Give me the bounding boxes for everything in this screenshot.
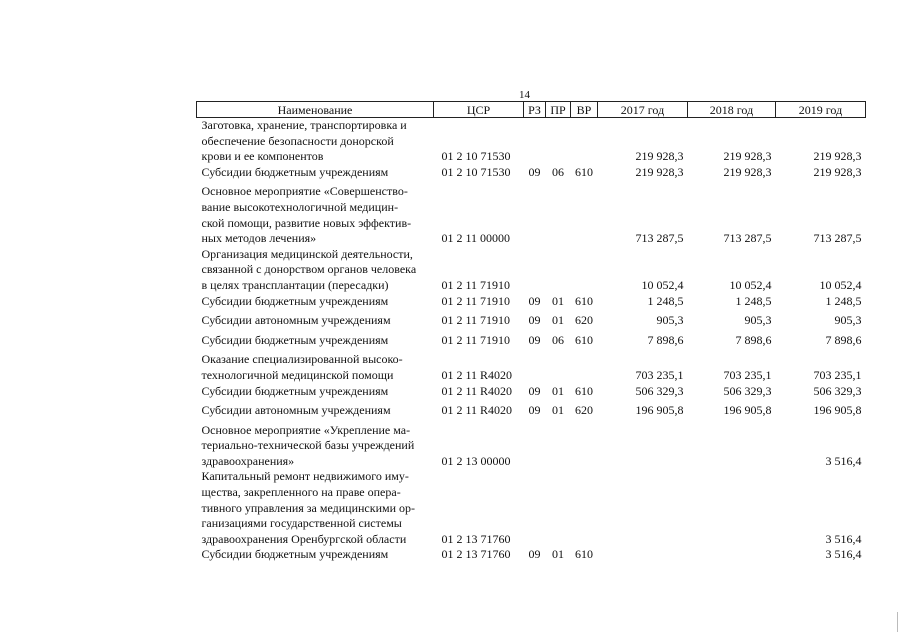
cell-rz: [524, 423, 546, 470]
cell-rz: [524, 184, 546, 246]
cell-vr: 610: [575, 547, 593, 562]
name-line: ской помощи, развитие новых эффектив-: [201, 215, 412, 230]
cell-2018: 7 898,6: [735, 332, 772, 347]
cell-vr: [571, 469, 598, 547]
cell-csr: 01 2 11 00000: [441, 231, 511, 246]
cell-pr: 06: [552, 332, 564, 347]
table-row: [197, 423, 866, 470]
cell-2019: 3 516,4: [825, 531, 862, 546]
cell-name: [197, 118, 434, 165]
cell-rz: [524, 118, 546, 165]
cell-2018: [688, 547, 776, 567]
name-line: вание высокотехнологичной медицин-: [201, 199, 399, 214]
cell-csr: 01 2 11 71910: [441, 332, 511, 347]
name-line: Субсидии бюджетным учреждениям: [201, 383, 389, 398]
cell-2019: 10 052,4: [819, 277, 862, 292]
cell-2019: 905,3: [834, 313, 862, 328]
name-line: здравоохранения»: [201, 453, 295, 468]
name-line: ных методов лечения»: [201, 231, 317, 246]
cell-csr: 01 2 13 71760: [441, 531, 511, 546]
cell-name: [197, 247, 434, 294]
cell-rz: 09: [528, 164, 541, 179]
cell-vr: [571, 247, 598, 294]
cell-vr: 610: [575, 293, 593, 308]
cell-pr: [546, 184, 571, 246]
cell-pr: 01: [552, 313, 564, 328]
cell-rz: [524, 247, 546, 294]
cell-csr: 01 2 11 R4020: [441, 383, 513, 398]
cell-2017: 219 928,3: [635, 164, 684, 179]
table-row: [197, 184, 866, 246]
cell-2019: 3 516,4: [825, 453, 862, 468]
cell-2018: 219 928,3: [723, 164, 772, 179]
table-row: [197, 403, 866, 423]
name-line: териально-технической базы учреждений: [201, 438, 415, 453]
cell-pr: [546, 352, 571, 383]
column-header-rz: РЗ: [524, 102, 546, 118]
cell-2017: 10 052,4: [641, 277, 684, 292]
cell-csr: 01 2 11 71910: [441, 293, 511, 308]
name-line: ганизациями государственной системы: [201, 516, 402, 531]
name-line: крови и ее компонентов: [201, 149, 324, 164]
cell-2019: 196 905,8: [813, 403, 862, 418]
column-header-vr: ВР: [571, 102, 598, 118]
table-row: [197, 247, 866, 294]
column-header-csr: ЦСР: [434, 102, 524, 118]
column-header-pr: ПР: [546, 102, 571, 118]
column-header-2017: 2017 год: [598, 102, 688, 118]
cell-vr: [571, 118, 598, 165]
cell-rz: 09: [528, 293, 541, 308]
cell-pr: [546, 423, 571, 470]
cell-2018: 506 329,3: [723, 383, 772, 398]
cell-2019: 703 235,1: [813, 367, 862, 382]
cell-csr: 01 2 13 71760: [441, 547, 511, 562]
cell-name: [197, 333, 434, 353]
cell-name: [197, 423, 434, 470]
cell-vr: 610: [575, 332, 593, 347]
cell-pr: [546, 247, 571, 294]
scan-edge-mark: [897, 612, 898, 632]
cell-rz: 09: [528, 383, 541, 398]
cell-2017: [598, 469, 688, 547]
cell-name: [197, 384, 434, 404]
cell-rz: 09: [528, 332, 541, 347]
cell-2018: [688, 469, 776, 547]
cell-csr: 01 2 11 71910: [441, 313, 511, 328]
cell-vr: [571, 184, 598, 246]
cell-csr: 01 2 13 00000: [441, 453, 511, 468]
cell-2017: [598, 423, 688, 470]
name-line: Субсидии бюджетным учреждениям: [201, 164, 389, 179]
table-row: [197, 294, 866, 314]
cell-vr: 610: [575, 164, 593, 179]
cell-name: [197, 547, 434, 567]
cell-name: [197, 294, 434, 314]
cell-vr: [571, 352, 598, 383]
table-row: [197, 313, 866, 333]
cell-rz: 09: [528, 403, 541, 418]
table-row: [197, 352, 866, 383]
cell-2018: 713 287,5: [723, 231, 772, 246]
name-line: в целях трансплантации (пересадки): [201, 277, 389, 292]
cell-rz: [524, 352, 546, 383]
cell-2017: 905,3: [656, 313, 684, 328]
cell-rz: 09: [528, 547, 541, 562]
name-line: щества, закрепленного на праве опера-: [201, 485, 401, 500]
column-header-2019: 2019 год: [776, 102, 866, 118]
table-header: [197, 102, 866, 118]
cell-name: [197, 352, 434, 383]
budget-table: [196, 101, 866, 567]
cell-csr: 01 2 10 71530: [441, 149, 511, 164]
cell-2017: 703 235,1: [635, 367, 684, 382]
cell-2018: 703 235,1: [723, 367, 772, 382]
cell-csr: 01 2 11 71910: [441, 277, 511, 292]
cell-pr: 01: [552, 383, 564, 398]
cell-csr: 01 2 11 R4020: [441, 367, 513, 382]
cell-2018: 905,3: [744, 313, 772, 328]
cell-name: [197, 469, 434, 547]
table-row: [197, 384, 866, 404]
cell-2018: 219 928,3: [723, 149, 772, 164]
column-header-2018: 2018 год: [688, 102, 776, 118]
name-line: связанной с донорством органов человека: [201, 262, 417, 277]
name-line: Основное мероприятие «Совершенство-: [201, 184, 408, 199]
table-row: [197, 165, 866, 185]
name-line: технологичной медицинской помощи: [201, 367, 394, 382]
cell-csr: 01 2 10 71530: [441, 164, 511, 179]
table-body: [197, 118, 866, 568]
cell-pr: 01: [552, 293, 564, 308]
table-row: [197, 118, 866, 165]
page-number: 14: [519, 89, 530, 101]
name-line: Субсидии бюджетным учреждениям: [201, 293, 389, 308]
cell-2017: 7 898,6: [647, 332, 684, 347]
cell-2019: 713 287,5: [813, 231, 862, 246]
name-line: Оказание специализированной высоко-: [201, 352, 403, 367]
cell-rz: [524, 469, 546, 547]
cell-2019: 3 516,4: [825, 547, 862, 562]
cell-name: [197, 165, 434, 185]
table-row: [197, 333, 866, 353]
cell-vr: 620: [575, 313, 593, 328]
name-line: Субсидии автономным учреждениям: [201, 313, 391, 328]
cell-2017: 506 329,3: [635, 383, 684, 398]
cell-pr: 01: [552, 547, 564, 562]
cell-csr: 01 2 11 R4020: [441, 403, 513, 418]
cell-2019: 506 329,3: [813, 383, 862, 398]
cell-2019: 219 928,3: [813, 149, 862, 164]
cell-vr: 620: [575, 403, 593, 418]
cell-name: [197, 184, 434, 246]
cell-2019: 1 248,5: [825, 293, 862, 308]
table-row: [197, 469, 866, 547]
cell-vr: [571, 423, 598, 470]
name-line: Организация медицинской деятельности,: [201, 246, 413, 261]
column-header-name: Наименование: [197, 102, 434, 118]
cell-2018: [688, 423, 776, 470]
cell-2019: 219 928,3: [813, 164, 862, 179]
cell-rz: 09: [528, 313, 541, 328]
name-line: Субсидии бюджетным учреждениям: [201, 547, 389, 562]
cell-pr: 01: [552, 403, 564, 418]
name-line: Заготовка, хранение, транспортировка и: [201, 118, 407, 132]
cell-2017: [598, 547, 688, 567]
name-line: здравоохранения Оренбургской области: [201, 531, 407, 546]
name-line: Капитальный ремонт недвижимого иму-: [201, 469, 409, 484]
cell-pr: 06: [552, 164, 564, 179]
cell-2018: 10 052,4: [729, 277, 772, 292]
cell-2017: 713 287,5: [635, 231, 684, 246]
cell-vr: 610: [575, 383, 593, 398]
cell-name: [197, 313, 434, 333]
name-line: Субсидии бюджетным учреждениям: [201, 332, 389, 347]
cell-2018: 1 248,5: [735, 293, 772, 308]
name-line: обеспечение безопасности донорской: [201, 133, 394, 148]
cell-pr: [546, 118, 571, 165]
cell-name: [197, 403, 434, 423]
cell-2019: 7 898,6: [825, 332, 862, 347]
cell-pr: [546, 469, 571, 547]
cell-2017: 219 928,3: [635, 149, 684, 164]
name-line: Субсидии автономным учреждениям: [201, 403, 391, 418]
cell-2017: 1 248,5: [647, 293, 684, 308]
cell-2018: 196 905,8: [723, 403, 772, 418]
table-row: [197, 547, 866, 567]
cell-2017: 196 905,8: [635, 403, 684, 418]
name-line: тивного управления за медицинскими ор-: [201, 500, 416, 515]
name-line: Основное мероприятие «Укрепление ма-: [201, 422, 411, 437]
